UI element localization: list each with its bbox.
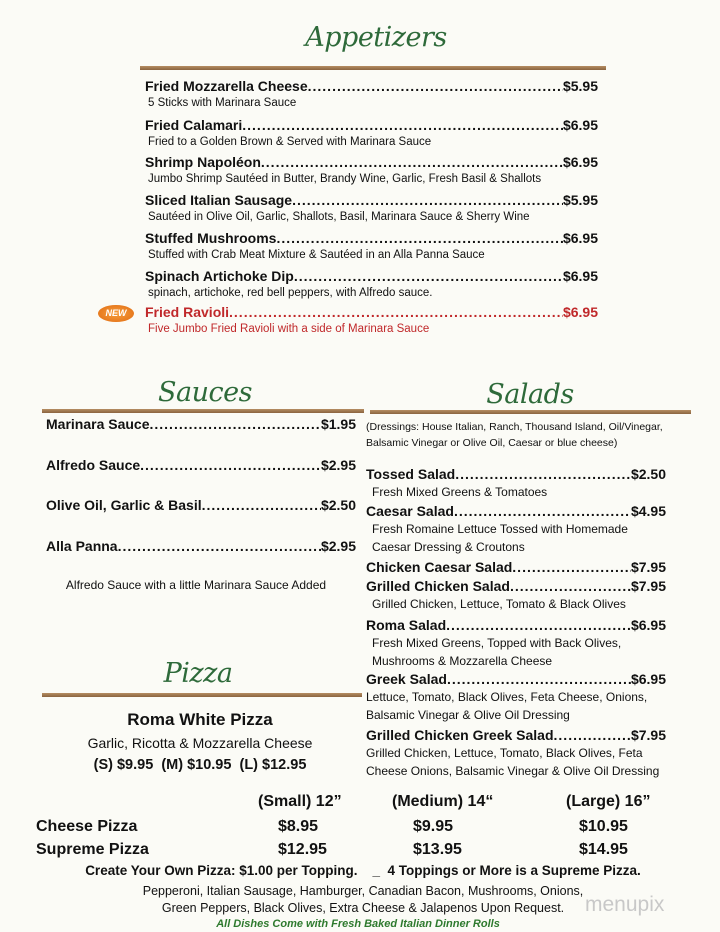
roma-white-pizza-prices: (S) $9.95 (M) $10.95 (L) $12.95 xyxy=(93,757,307,773)
item-description: Lettuce, Tomato, Black Olives, Feta Cheese, Onions, xyxy=(366,690,648,704)
pizza-price: $8.95 xyxy=(278,818,319,835)
item-name: Alla Panna xyxy=(46,538,118,554)
dot-leader xyxy=(455,466,631,482)
toppings-line-2: Green Peppers, Black Olives, Extra Cheese & Jalapenos Upon Request. xyxy=(161,901,565,915)
roma-white-pizza-name: Roma White Pizza xyxy=(127,710,273,729)
pizza-title: Pizza xyxy=(163,658,233,689)
pizza-price: $12.95 xyxy=(278,841,327,858)
pizza-name: Supreme Pizza xyxy=(36,841,149,858)
item-description: Fresh Mixed Greens & Tomatoes xyxy=(372,485,548,499)
item-name: Grilled Chicken Greek Salad xyxy=(366,727,554,743)
item-description: Mushrooms & Mozzarella Cheese xyxy=(372,654,553,668)
item-description: Stuffed with Crab Meat Mixture & Sautéed in an Alla Panna Sauce xyxy=(148,249,485,261)
menu-item xyxy=(366,559,666,575)
item-name: Greek Salad xyxy=(366,671,447,687)
item-price: $6.95 xyxy=(562,230,598,246)
pizza-name: Cheese Pizza xyxy=(36,818,138,835)
menu-item xyxy=(145,230,598,246)
item-price: $6.95 xyxy=(630,671,666,687)
item-name: Roma Salad xyxy=(366,617,447,633)
item-description: spinach, artichoke, red bell peppers, with Alfredo sauce. xyxy=(148,287,433,299)
dot-leader xyxy=(202,497,321,513)
pizza-price: $14.95 xyxy=(579,841,628,858)
pizza-price: $9.95 xyxy=(413,818,454,835)
menu-item xyxy=(145,192,598,208)
item-description: Fresh Romaine Lettuce Tossed with Homemade xyxy=(372,522,628,536)
menu-item xyxy=(46,497,356,513)
roma-white-pizza-desc: Garlic, Ricotta & Mozzarella Cheese xyxy=(87,735,313,751)
dot-leader xyxy=(229,304,563,320)
new-badge: NEW xyxy=(98,305,134,322)
item-price: $2.95 xyxy=(320,457,356,473)
item-description: Fresh Mixed Greens, Topped with Back Olives, xyxy=(372,636,622,650)
item-description: 5 Sticks with Marinara Sauce xyxy=(148,97,297,109)
dot-leader xyxy=(292,192,563,208)
dressings-line-2: Balsamic Vinegar or Olive Oil, Caesar or blue cheese) xyxy=(366,437,618,449)
pizza-price: $13.95 xyxy=(413,841,462,858)
item-price: $4.95 xyxy=(630,503,666,519)
menu-item xyxy=(366,727,666,743)
menu-item xyxy=(46,538,356,554)
item-name: Spinach Artichoke Dip xyxy=(145,268,294,284)
item-name: Grilled Chicken Salad xyxy=(366,578,510,594)
item-description: Balsamic Vinegar & Olive Oil Dressing xyxy=(366,708,570,722)
dot-leader xyxy=(118,538,321,554)
menu-item xyxy=(46,457,356,473)
dot-leader xyxy=(308,78,563,94)
dot-leader xyxy=(140,457,321,473)
dot-leader xyxy=(446,617,631,633)
toppings-line-1: Pepperoni, Italian Sausage, Hamburger, Canadian Bacon, Mushrooms, Onions, xyxy=(142,884,584,898)
size-header-large: (Large) 16” xyxy=(566,793,651,810)
alla-panna-note: Alfredo Sauce with a little Marinara Sauce Added xyxy=(65,578,327,592)
menu-item xyxy=(366,466,666,482)
menu-item xyxy=(366,617,666,633)
menu-item xyxy=(366,578,666,594)
dot-leader xyxy=(150,416,321,432)
item-name: Alfredo Sauce xyxy=(46,457,141,473)
dot-leader xyxy=(276,230,563,246)
sauces-title: Sauces xyxy=(158,377,252,408)
item-price: $7.95 xyxy=(630,559,666,575)
item-description: Grilled Chicken, Lettuce, Tomato & Black Olives xyxy=(372,597,626,611)
menu-item xyxy=(366,671,666,687)
item-price: $2.95 xyxy=(320,538,356,554)
pizza-price: $10.95 xyxy=(579,818,628,835)
divider xyxy=(370,410,691,414)
item-price: $5.95 xyxy=(562,78,598,94)
divider xyxy=(42,409,364,413)
item-description: Five Jumbo Fried Ravioli with a side of Marinara Sauce xyxy=(148,323,430,335)
item-name: Marinara Sauce xyxy=(46,416,150,432)
menu-item xyxy=(145,304,598,320)
menu-item xyxy=(145,268,598,284)
item-name: Caesar Salad xyxy=(366,503,454,519)
item-name: Shrimp Napoléon xyxy=(145,154,261,170)
item-name: Chicken Caesar Salad xyxy=(366,559,513,575)
item-price: $7.95 xyxy=(630,727,666,743)
dot-leader xyxy=(510,578,631,594)
dot-leader xyxy=(454,503,631,519)
dot-leader xyxy=(512,559,631,575)
item-price: $5.95 xyxy=(562,192,598,208)
item-price: $6.95 xyxy=(630,617,666,633)
item-name: Fried Mozzarella Cheese xyxy=(145,78,308,94)
item-price: $2.50 xyxy=(630,466,666,482)
size-header-medium: (Medium) 14“ xyxy=(392,793,494,810)
dot-leader xyxy=(294,268,563,284)
item-price: $7.95 xyxy=(630,578,666,594)
item-name: Fried Calamari xyxy=(145,117,243,133)
menu-item xyxy=(46,416,356,432)
menu-item xyxy=(145,154,598,170)
dressings-line-1: (Dressings: House Italian, Ranch, Thousand Island, Oil/Vinegar, xyxy=(366,421,663,433)
footer-note: All Dishes Come with Fresh Baked Italian Dinner Rolls xyxy=(216,918,500,930)
item-price: $6.95 xyxy=(562,117,598,133)
salads-title: Salads xyxy=(486,379,574,410)
item-name: Olive Oil, Garlic & Basil xyxy=(46,497,202,513)
dot-leader xyxy=(242,117,563,133)
item-price: $6.95 xyxy=(562,304,598,320)
item-name: Sliced Italian Sausage xyxy=(145,192,293,208)
appetizers-title: Appetizers xyxy=(305,22,447,53)
watermark: menupix xyxy=(585,893,665,916)
menu-item xyxy=(366,503,666,519)
item-description: Jumbo Shrimp Sautéed in Butter, Brandy Wine, Garlic, Fresh Basil & Shallots xyxy=(148,173,542,185)
item-name: Fried Ravioli xyxy=(145,304,230,320)
item-price: $2.50 xyxy=(320,497,356,513)
item-price: $6.95 xyxy=(562,154,598,170)
dot-leader xyxy=(447,671,631,687)
item-description: Fried to a Golden Brown & Served with Marinara Sauce xyxy=(148,136,432,148)
item-price: $1.95 xyxy=(320,416,356,432)
dot-leader xyxy=(261,154,563,170)
item-description: Grilled Chicken, Lettuce, Tomato, Black Olives, Feta xyxy=(366,746,643,760)
item-description: Caesar Dressing & Croutons xyxy=(372,540,525,554)
menu-item xyxy=(145,117,598,133)
dot-leader xyxy=(554,727,631,743)
item-name: Tossed Salad xyxy=(366,466,456,482)
item-price: $6.95 xyxy=(562,268,598,284)
item-description: Sautéed in Olive Oil, Garlic, Shallots, Basil, Marinara Sauce & Sherry Wine xyxy=(148,211,530,223)
size-header-small: (Small) 12” xyxy=(258,793,342,810)
create-your-own-note: Create Your Own Pizza: $1.00 per Topping. _ 4 Toppings or More is a Supreme Pizza. xyxy=(85,863,641,878)
item-description: Cheese Onions, Balsamic Vinegar & Olive Oil Dressing xyxy=(366,764,660,778)
item-name: Stuffed Mushrooms xyxy=(145,230,277,246)
divider xyxy=(42,693,362,697)
divider xyxy=(140,66,606,70)
menu-item xyxy=(145,78,598,94)
